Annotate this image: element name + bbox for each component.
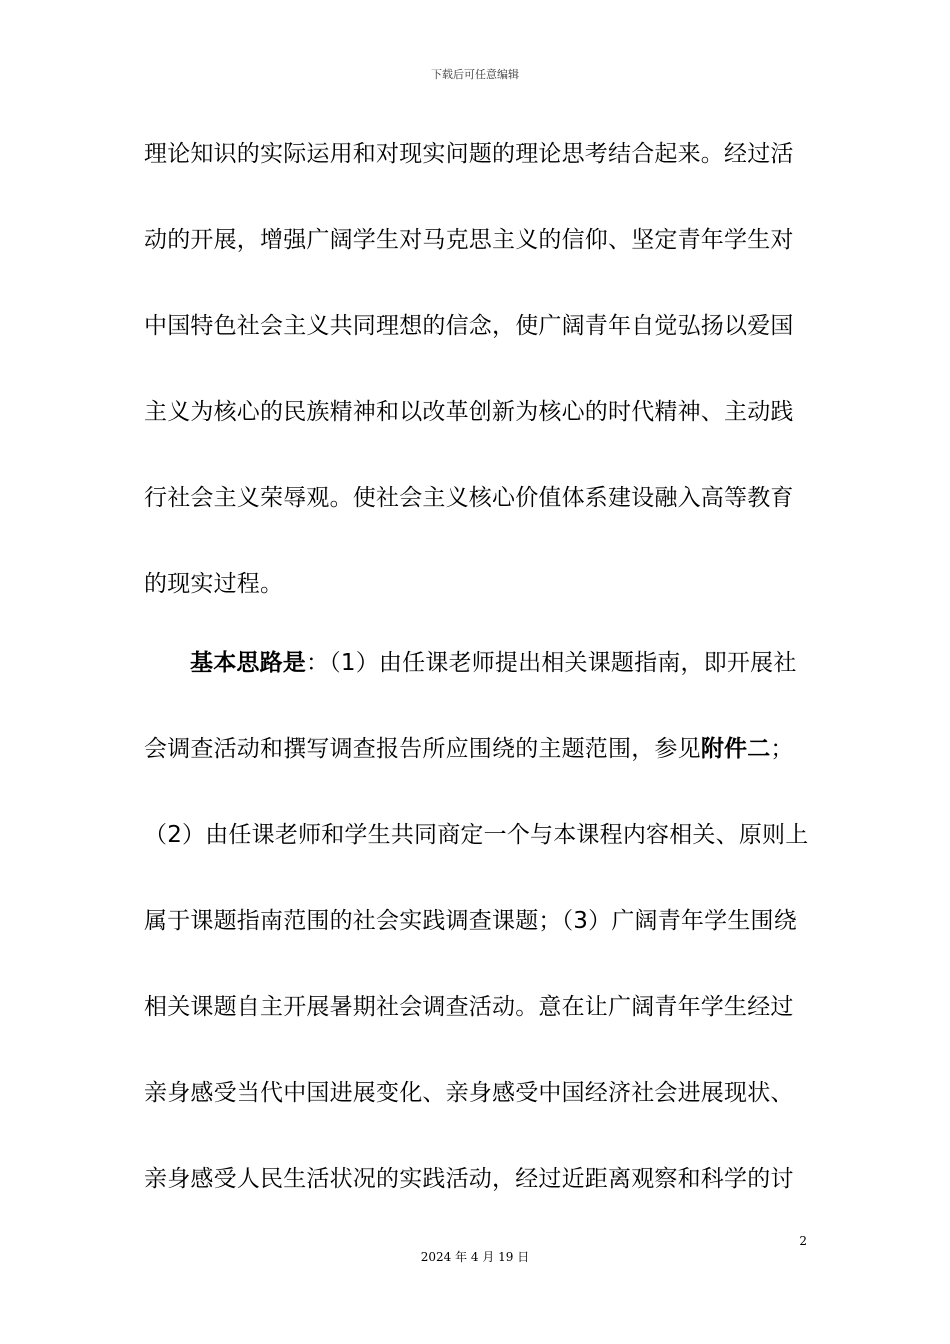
text-run: 会调查活动和撰写调查报告所应围绕的主题范围，参见: [144, 736, 701, 762]
page-number: 2: [799, 1234, 807, 1248]
footer-date: 2024 年 4 月 19 日: [420, 1250, 530, 1264]
appendix-reference: 附件二: [700, 736, 771, 762]
text-line: （2）由任课老师和学生共同商定一个与本课程内容相关、原则上: [144, 822, 809, 848]
bold-heading-phrase: 基本思路是: [190, 650, 306, 676]
text-run: ：（1）由任课老师提出相关课题指南，即开展社: [306, 650, 797, 676]
text-line: 相关课题自主开展暑期社会调查活动。意在让广阔青年学生经过: [144, 994, 794, 1020]
text-line: 的现实过程。: [144, 571, 284, 597]
text-line: 理论知识的实际运用和对现实问题的理论思考结合起来。经过活: [144, 141, 794, 167]
text-run: ；: [770, 736, 794, 762]
text-line: [144, 723, 806, 775]
text-line: 属于课题指南范围的社会实践调查课题；（3）广阔青年学生围绕: [144, 908, 797, 934]
page-header: 下载后可任意编辑: [431, 68, 519, 81]
text-line: 亲身感受人民生活状况的实践活动，经过近距离观察和科学的讨: [144, 1166, 794, 1192]
paragraph-first-line: [144, 637, 806, 689]
text-line: 主义为核心的民族精神和以改革创新为核心的时代精神、主动践: [144, 399, 794, 425]
text-line: 行社会主义荣辱观。使社会主义核心价值体系建设融入高等教育: [144, 485, 794, 511]
text-line: 动的开展，增强广阔学生对马克思主义的信仰、坚定青年学生对: [144, 227, 794, 253]
text-line: 亲身感受当代中国进展变化、亲身感受中国经济社会进展现状、: [144, 1080, 794, 1106]
text-line: 中国特色社会主义共同理想的信念，使广阔青年自觉弘扬以爱国: [144, 313, 794, 339]
